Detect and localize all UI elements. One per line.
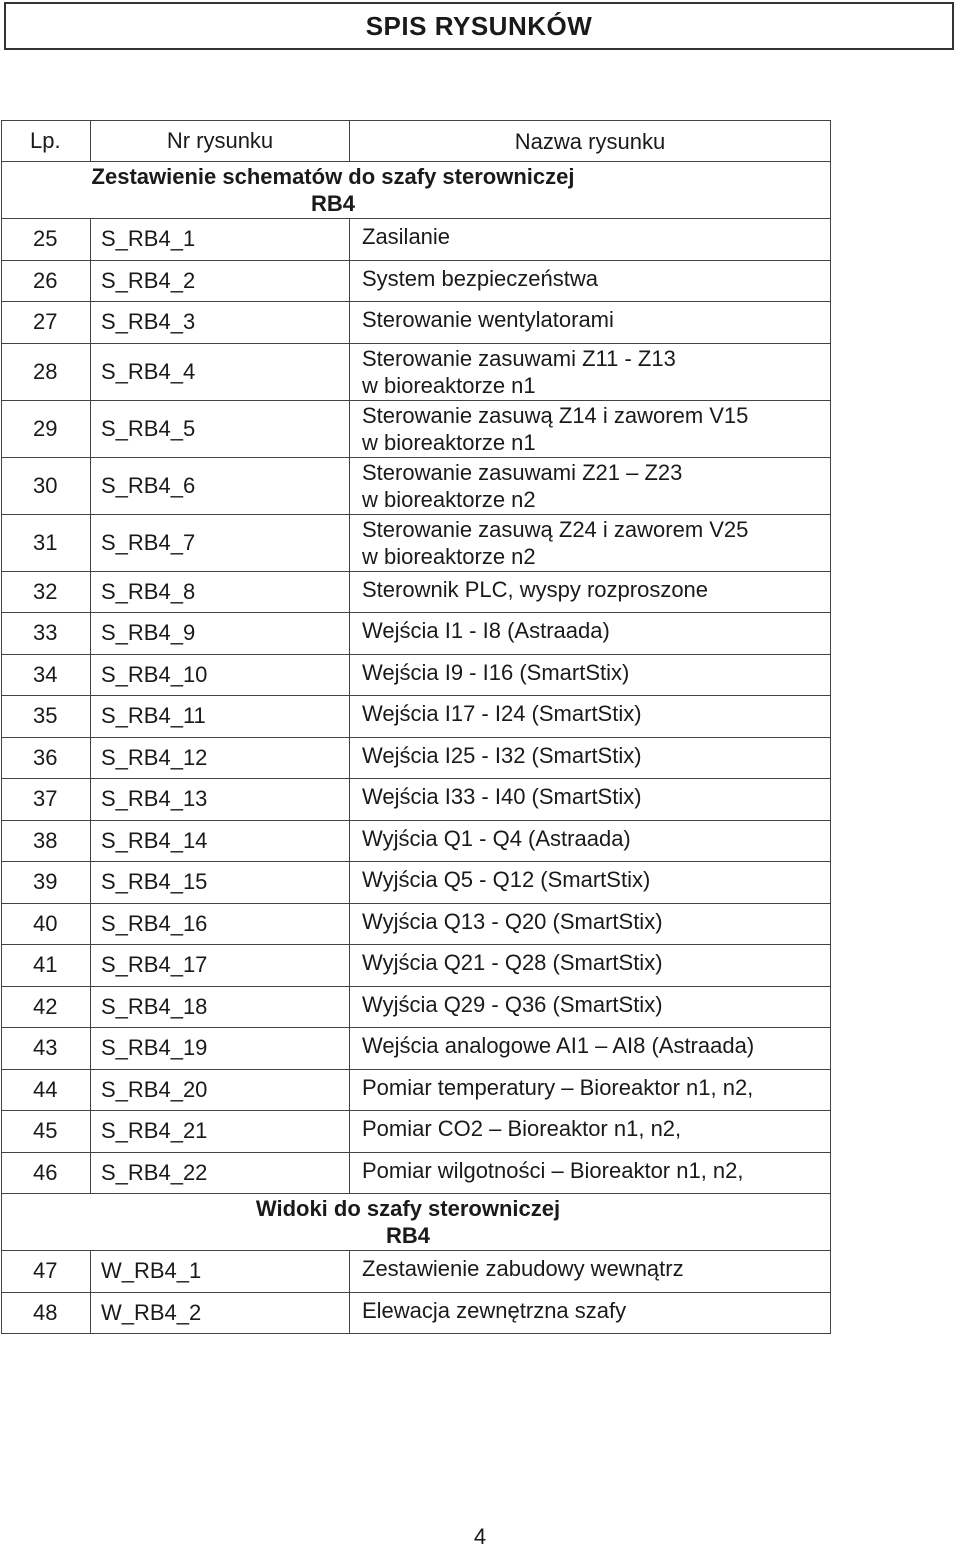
row-figure-name-line1: Sterowanie zasuwą Z24 i zaworem V25 (362, 516, 749, 542)
table-row (2, 696, 831, 738)
table-row (2, 1251, 831, 1293)
row-lp: 29 (2, 400, 91, 457)
row-figure-name (350, 343, 831, 400)
figure-list-body (2, 121, 831, 1334)
row-figure-number: W_RB4_2 (91, 1292, 350, 1334)
row-figure-name: Wejścia I25 - I32 (SmartStix) (350, 737, 831, 779)
row-lp: 42 (2, 986, 91, 1028)
section-title-line1: Zestawienie schematów do szafy sterowniczej (91, 164, 575, 189)
row-figure-name: Elewacja zewnętrzna szafy (350, 1292, 831, 1334)
row-figure-name-line2: w bioreaktorze n1 (362, 429, 536, 455)
row-figure-number: S_RB4_19 (91, 1028, 350, 1070)
row-lp: 34 (2, 654, 91, 696)
row-figure-name-line2: w bioreaktorze n1 (362, 372, 536, 398)
row-lp: 31 (2, 514, 91, 571)
row-figure-name: Pomiar wilgotności – Bioreaktor n1, n2, (350, 1152, 831, 1194)
table-row (2, 737, 831, 779)
table-row (2, 945, 831, 987)
header-name: Nazwa rysunku (350, 121, 831, 162)
row-figure-name-line1: Sterowanie zasuwami Z11 - Z13 (362, 345, 676, 371)
table-row (2, 302, 831, 344)
row-figure-name: Wyjścia Q21 - Q28 (SmartStix) (350, 945, 831, 987)
table-row (2, 779, 831, 821)
row-figure-name: Wejścia analogowe AI1 – AI8 (Astraada) (350, 1028, 831, 1070)
row-figure-number: S_RB4_21 (91, 1111, 350, 1153)
row-figure-number: S_RB4_8 (91, 571, 350, 613)
header-nr: Nr rysunku (91, 121, 350, 162)
row-figure-name: Wyjścia Q1 - Q4 (Astraada) (350, 820, 831, 862)
row-lp: 47 (2, 1251, 91, 1293)
row-lp: 38 (2, 820, 91, 862)
table-row (2, 260, 831, 302)
row-figure-number: S_RB4_11 (91, 696, 350, 738)
table-row (2, 613, 831, 655)
row-figure-name (350, 514, 831, 571)
row-figure-name: Zasilanie (350, 219, 831, 261)
row-figure-number: S_RB4_3 (91, 302, 350, 344)
row-figure-name (350, 457, 831, 514)
row-lp: 45 (2, 1111, 91, 1153)
table-row (2, 1028, 831, 1070)
row-figure-name: Sterownik PLC, wyspy rozproszone (350, 571, 831, 613)
section-title-line1: Widoki do szafy sterowniczej (255, 1196, 561, 1221)
section-row-schematics (2, 162, 831, 219)
table-row (2, 571, 831, 613)
row-figure-name-line2: w bioreaktorze n2 (362, 543, 536, 569)
row-figure-number: S_RB4_1 (91, 219, 350, 261)
row-lp: 36 (2, 737, 91, 779)
row-figure-number: S_RB4_9 (91, 613, 350, 655)
row-lp: 25 (2, 219, 91, 261)
row-figure-number: S_RB4_13 (91, 779, 350, 821)
row-figure-number: S_RB4_5 (91, 400, 350, 457)
row-lp: 48 (2, 1292, 91, 1334)
row-lp: 39 (2, 862, 91, 904)
row-figure-number: S_RB4_6 (91, 457, 350, 514)
row-lp: 37 (2, 779, 91, 821)
table-row (2, 514, 831, 571)
row-lp: 44 (2, 1069, 91, 1111)
section-row-views (2, 1194, 831, 1251)
row-figure-number: S_RB4_2 (91, 260, 350, 302)
row-figure-name-line1: Sterowanie zasuwami Z21 – Z23 (362, 459, 683, 485)
table-row (2, 457, 831, 514)
row-figure-name: Pomiar CO2 – Bioreaktor n1, n2, (350, 1111, 831, 1153)
row-figure-name: Wyjścia Q29 - Q36 (SmartStix) (350, 986, 831, 1028)
header-lp: Lp. (2, 121, 91, 162)
row-figure-name: System bezpieczeństwa (350, 260, 831, 302)
table-row (2, 343, 831, 400)
row-lp: 43 (2, 1028, 91, 1070)
row-lp: 33 (2, 613, 91, 655)
row-figure-number: S_RB4_16 (91, 903, 350, 945)
page-number: 4 (473, 1524, 487, 1549)
row-lp: 46 (2, 1152, 91, 1194)
row-lp: 41 (2, 945, 91, 987)
row-figure-number: S_RB4_20 (91, 1069, 350, 1111)
row-lp: 35 (2, 696, 91, 738)
row-lp: 26 (2, 260, 91, 302)
row-figure-number: S_RB4_18 (91, 986, 350, 1028)
row-lp: 28 (2, 343, 91, 400)
table-row (2, 1111, 831, 1153)
table-row (2, 1152, 831, 1194)
section-title-views (2, 1194, 831, 1251)
page-title: SPIS RYSUNKÓW (4, 2, 954, 50)
row-figure-number: S_RB4_12 (91, 737, 350, 779)
table-row (2, 654, 831, 696)
row-figure-number: S_RB4_17 (91, 945, 350, 987)
row-figure-name-line2: w bioreaktorze n2 (362, 486, 536, 512)
table-row (2, 219, 831, 261)
row-figure-name: Wejścia I1 - I8 (Astraada) (350, 613, 831, 655)
row-figure-name: Wejścia I33 - I40 (SmartStix) (350, 779, 831, 821)
row-figure-name: Wyjścia Q13 - Q20 (SmartStix) (350, 903, 831, 945)
section-title-schematics (2, 162, 831, 219)
figure-list-table (1, 120, 831, 1334)
row-figure-name: Wyjścia Q5 - Q12 (SmartStix) (350, 862, 831, 904)
table-header-row (2, 121, 831, 162)
row-figure-name: Wejścia I17 - I24 (SmartStix) (350, 696, 831, 738)
row-lp: 40 (2, 903, 91, 945)
row-figure-number: S_RB4_14 (91, 820, 350, 862)
row-figure-name: Pomiar temperatury – Bioreaktor n1, n2, (350, 1069, 831, 1111)
row-figure-name (350, 400, 831, 457)
table-row (2, 1069, 831, 1111)
row-lp: 27 (2, 302, 91, 344)
row-figure-number: S_RB4_10 (91, 654, 350, 696)
row-lp: 30 (2, 457, 91, 514)
row-figure-name-line1: Sterowanie zasuwą Z14 i zaworem V15 (362, 402, 749, 428)
section-title-line2: RB4 (385, 1223, 430, 1248)
row-figure-number: S_RB4_4 (91, 343, 350, 400)
row-figure-number: W_RB4_1 (91, 1251, 350, 1293)
table-row (2, 903, 831, 945)
section-title-line2: RB4 (310, 191, 355, 216)
table-row (2, 400, 831, 457)
table-row (2, 862, 831, 904)
row-figure-name: Zestawienie zabudowy wewnątrz (350, 1251, 831, 1293)
row-figure-name: Wejścia I9 - I16 (SmartStix) (350, 654, 831, 696)
row-figure-number: S_RB4_15 (91, 862, 350, 904)
table-row (2, 820, 831, 862)
table-row (2, 1292, 831, 1334)
row-figure-number: S_RB4_22 (91, 1152, 350, 1194)
row-figure-number: S_RB4_7 (91, 514, 350, 571)
row-figure-name: Sterowanie wentylatorami (350, 302, 831, 344)
row-lp: 32 (2, 571, 91, 613)
table-row (2, 986, 831, 1028)
